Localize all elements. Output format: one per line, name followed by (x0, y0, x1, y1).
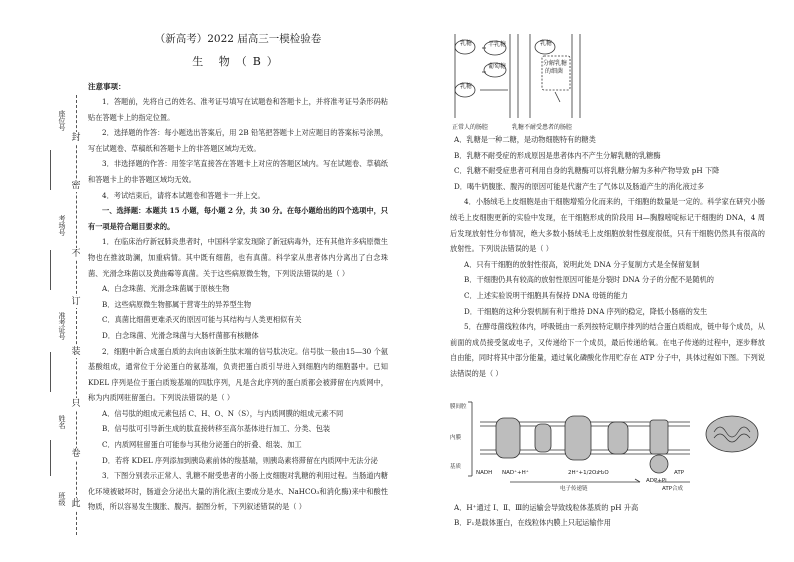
question-option: A．只有干细胞的放射性很高，说明此处 DNA 分子复制方式是全保留复制 (464, 259, 700, 269)
fig1-caption: 乳糖不耐受患者的肠腔 (512, 124, 573, 131)
fig2-label: H₂O (598, 469, 609, 476)
notice-heading: 注意事项： (88, 82, 126, 91)
question-option: C．真菌比细菌更难杀灭的原因可能与其结构与人类更相似有关 (102, 315, 302, 325)
seat-number-field: 座位号 (58, 110, 66, 131)
fig1-label: 乳糖 (540, 40, 553, 47)
field-underline (50, 150, 51, 190)
exam-room-field: 考场号 (58, 215, 66, 236)
question-option: B．乳糖不耐受症的形成原因是患者体内不产生分解乳糖的乳糖酶 (454, 150, 661, 160)
lactose-diagram (450, 32, 765, 132)
fig2-label: NADH (476, 469, 493, 476)
question-option: A．乳糖是一种二糖，是动物细胞特有的糖类 (454, 135, 596, 144)
name-field: 姓名 (58, 415, 66, 429)
margin-char: 封 (71, 133, 81, 143)
fig2-label: 膜间腔 (450, 403, 467, 410)
notice-item: 2．选择题的作答：每小题选出答案后，用 2B 铅笔把答题卡上对应题目的答案标号涂黑，写在试题卷、草稿纸和答题卡上的非答题区域均无效。 (88, 128, 388, 153)
question-stem: 4．小肠绒毛上皮细胞是由干细胞增殖分化而来的，干细胞的数量是一定的。科学家在研究小肠绒毛上皮细胞更新的实验中发现，在干细胞形成的阶段用 H—胸腺嘧啶标记干细胞的 DNA，4 周后发现放射性分布情况，绝大多数小肠绒毛上皮细胞放射性强度很低，只有干细胞仍然具有很高的放射性。下列说法错误的是（ ） (450, 197, 765, 254)
right-column (450, 32, 765, 531)
fig2-label: 2H⁺+1/2O₂ (568, 469, 599, 476)
fig2-label: 基质 (450, 463, 462, 470)
question-option: C．上述实验说明干细胞具有保持 DNA 母链的能力 (464, 290, 628, 300)
binding-margin (0, 0, 90, 562)
margin-char: 卷 (71, 449, 81, 459)
binding-line (76, 95, 77, 535)
fig1-label: 葡萄糖 (488, 63, 507, 70)
field-underline (50, 250, 51, 290)
fig2-label: 内膜 (450, 434, 462, 441)
fig1-label: 乳糖 (460, 83, 473, 90)
question-option: B．信号肽可引导新生成的肽直接转移至高尔基体进行加工、分类、包装 (102, 424, 331, 434)
question-option: D．白念珠菌、光滑念珠菌与大肠杆菌都有核糖体 (102, 330, 259, 340)
fig1-label: 分解乳糖 (543, 60, 568, 67)
notice-item: 4．考试结束后，请将本试题卷和答题卡一并上交。 (102, 190, 265, 200)
question-option: A．H⁺通过 Ⅰ、Ⅱ、Ⅲ的运输会导致线粒体基质的 pH 升高 (454, 502, 639, 512)
question-stem: 5．在酵母菌线粒体内，呼吸链由一系列按特定顺序排列的结合蛋白质组成，链中每个成员，从前面的成员接受氢或电子，又传递给下一个成员，最后传递给氧。在电子传递的过程中，逐步释放自由能，同时将其中部分能量，通过氧化磷酸化作用贮存在 ATP 分子中，具体过程如下图。下列说法错误的是（ ） (450, 322, 765, 378)
margin-char: 密 (71, 181, 81, 191)
fig1-caption: 正常人的肠腔 (452, 124, 489, 131)
question-stem: 2．细胞中新合成蛋白质的去向由该新生肽末端的信号肽决定。信号肽一般由15—30 个氨基酸组成，通常位于分泌蛋白的氨基端，负责把蛋白质引导进入到细胞内的细胞器中。已知 KDEL 序列是位于蛋白质羧基端的四肽序列，凡是含此序列的蛋白质都会被滞留在内质网中，称为内质网驻留蛋白。下列说法错误的是（ ） (88, 346, 388, 403)
question-option: D．干细胞的这种分裂机制有利于维持 DNA 序列的稳定，降低小肠癌的发生 (464, 306, 708, 316)
field-underline (50, 440, 51, 476)
fig2-label: ATP合成 (662, 485, 684, 492)
fig2-label: ADP+Pi (646, 477, 667, 484)
question-option: A．白念珠菌、光滑念珠菌属于原核生物 (102, 284, 230, 294)
lactose-figure (450, 32, 765, 132)
notice-item: 1．答题前，先将自己的姓名、准考证号填写在试题卷和答题卡上，并将准考证号条形码粘贴在答题卡上的指定位置。 (88, 97, 388, 122)
margin-char: 此 (71, 499, 81, 509)
margin-char: 不 (71, 249, 81, 259)
question-option: B．干细胞仍具有较高的放射性原因可能是分裂时 DNA 分子的分配不是随机的 (464, 275, 714, 285)
fig2-label: 电子传递链 (560, 485, 588, 492)
ticket-number-field: 准考证号 (58, 312, 66, 340)
question-option: B．这些病原微生物都属于营寄生的异养型生物 (102, 299, 252, 309)
margin-char: 只 (71, 399, 81, 409)
question-option: B．F₁是载体蛋白，在线粒体内膜上只起运输作用 (454, 518, 611, 528)
question-option: D．喝牛奶腹胀、腹泻的原因可能是代谢产生了气体以及肠道产生的消化液过多 (454, 181, 705, 191)
fig2-label: NAD⁺+H⁺ (502, 469, 529, 476)
margin-char: 订 (71, 297, 81, 307)
question-option: D．若将 KDEL 序列添加到胰岛素前体的羧基端，则胰岛素将滞留在内质网中无法分泌 (102, 455, 378, 465)
section-heading: 一、选择题：本题共 15 小题，每小题 2 分，共 30 分。在每小题给出的四个选项中，只有一项是符合题目要求的。 (88, 206, 388, 231)
question-option: C．内质网驻留蛋白可能参与其他分泌蛋白的折叠、组装、加工 (102, 440, 302, 450)
fig1-label: 的细菌 (545, 68, 564, 75)
respiratory-chain-diagram (450, 384, 765, 496)
notice-item: 3．非选择题的作答：用签字笔直接答在答题卡上对应的答题区域内。写在试题卷、草稿纸和答题卡上的非答题区域均无效。 (88, 159, 388, 184)
question-stem: 3．下图分别表示正常人、乳糖不耐受患者的小肠上皮细胞对乳糖的利用过程。当肠道内糖化环境被破坏时，肠道会分泌出大量的消化液(主要成分是水、NaHCO₃和消化酶)来中和酸性物质，所以容易发生腹胀、腹泻。据图分析，下列叙述错误的是（ ） (88, 471, 388, 512)
margin-char: 装 (71, 347, 81, 357)
question-stem: 1．在临床治疗新冠肺炎患者时，中国科学家发现除了新冠病毒外，还有其他许多病原微生物也在推波助澜，加重病情。其中既有细菌，也有真菌。科学家从患者体内分离出了白念珠菌、光滑念珠菌以及黄曲霉等真菌。关于这些病原微生物，下列说法错误的是（ ） (88, 237, 388, 278)
fig2-label: ATP (674, 469, 685, 476)
respiratory-chain-figure (450, 384, 765, 496)
fig1-label: 半乳糖 (488, 41, 507, 48)
left-column (88, 32, 388, 515)
class-field: 班级 (58, 492, 66, 506)
fig1-label: 乳糖 (460, 40, 473, 47)
exam-title: （新高考）2022 届高三一模检验卷 (154, 33, 322, 45)
question-option: A．信号肽的组成元素包括 C、H、O、N（S），与内质网膜的组成元素不同 (102, 408, 344, 418)
question-option: C．乳糖不耐受症患者可利用自身的乳糖酶可以将乳糖分解为多种产物导致 pH 下降 (454, 166, 720, 176)
field-underline (50, 352, 51, 392)
exam-subtitle: 生 物（B） (192, 55, 284, 68)
